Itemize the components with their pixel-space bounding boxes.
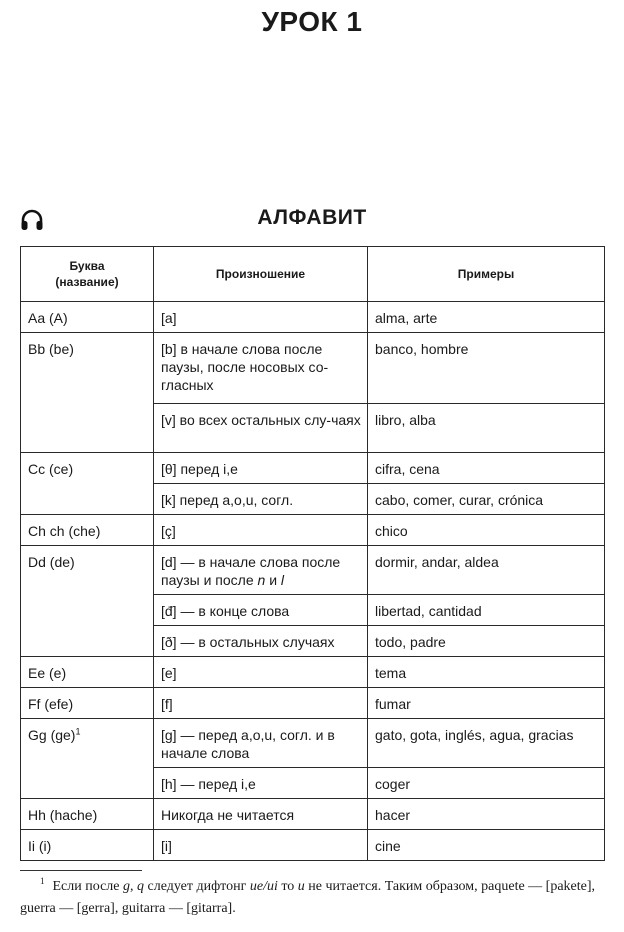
- table-header-row: [21, 247, 605, 302]
- pronunciation-cell: [ð] — в остальных случаях: [154, 626, 368, 657]
- pronunciation-cell: [e]: [154, 657, 368, 688]
- examples-cell: tema: [368, 657, 605, 688]
- examples-cell: banco, hombre: [368, 333, 605, 404]
- examples-cell: fumar: [368, 688, 605, 719]
- table-row: [21, 515, 605, 546]
- pronunciation-cell: [h] — перед i,e: [154, 768, 368, 799]
- examples-cell: libertad, cantidad: [368, 595, 605, 626]
- table-row: [21, 333, 605, 404]
- pronunciation-cell: [ç]: [154, 515, 368, 546]
- header-examples: Примеры: [368, 247, 605, 302]
- table-row: [21, 799, 605, 830]
- footnote-divider: [20, 870, 142, 871]
- table-row: [21, 657, 605, 688]
- examples-cell: libro, alba: [368, 404, 605, 453]
- letter-cell: Aa (A): [21, 302, 154, 333]
- letter-cell: Ch ch (che): [21, 515, 154, 546]
- pronunciation-cell: [v] во всех остальных слу-чаях: [154, 404, 368, 453]
- examples-cell: alma, arte: [368, 302, 605, 333]
- lesson-title: УРОК 1: [261, 6, 363, 37]
- table-row: [21, 302, 605, 333]
- pronunciation-cell: [b] в начале слова после паузы, после носовых со-гласных: [154, 333, 368, 404]
- pronunciation-cell: [a]: [154, 302, 368, 333]
- examples-cell: cine: [368, 830, 605, 861]
- examples-cell: todo, padre: [368, 626, 605, 657]
- table-row: [21, 830, 605, 861]
- letter-cell: Hh (hache): [21, 799, 154, 830]
- letter-cell: Gg (ge)$^1$: [21, 719, 154, 799]
- footnote-mark: 1: [40, 876, 45, 886]
- pronunciation-cell: [d] — в начале слова после паузы и после n и l: [154, 546, 368, 595]
- footnote: $^1$ Если после g, q следует дифтонг ue/ui то u не читается. Таким образом, paquete — [pakete], guerra — [gerra], guitarra — [gitarra].: [20, 876, 596, 916]
- pronunciation-cell: [đ] — в конце слова: [154, 595, 368, 626]
- section-title: АЛФАВИТ: [257, 206, 367, 229]
- examples-cell: cabo, comer, curar, crónica: [368, 484, 605, 515]
- examples-cell: gato, gota, inglés, agua, gracias: [368, 719, 605, 768]
- footnote-ref[interactable]: 1: [75, 726, 81, 737]
- pronunciation-cell: [θ] перед i,e: [154, 453, 368, 484]
- pronunciation-cell: [k] перед a,o,u, согл.: [154, 484, 368, 515]
- examples-cell: hacer: [368, 799, 605, 830]
- header-pronunciation: Произношение: [154, 247, 368, 302]
- table-row: [21, 453, 605, 484]
- letter-cell: Ii (i): [21, 830, 154, 861]
- letter-cell: Cc (ce): [21, 453, 154, 515]
- examples-cell: coger: [368, 768, 605, 799]
- table-row: [21, 546, 605, 595]
- alphabet-table: [20, 246, 605, 861]
- table-row: [21, 688, 605, 719]
- table-row: [21, 719, 605, 768]
- pronunciation-cell: Никогда не читается: [154, 799, 368, 830]
- letter-cell: Dd (de): [21, 546, 154, 657]
- pronunciation-cell: [g] — перед a,o,u, согл. и в начале слова: [154, 719, 368, 768]
- letter-cell: Bb (be): [21, 333, 154, 453]
- examples-cell: cifra, cena: [368, 453, 605, 484]
- examples-cell: chico: [368, 515, 605, 546]
- letter-cell: Ee (e): [21, 657, 154, 688]
- examples-cell: dormir, andar, aldea: [368, 546, 605, 595]
- pronunciation-cell: [i]: [154, 830, 368, 861]
- header-letter: Буква (название): [21, 247, 154, 302]
- pronunciation-cell: [f]: [154, 688, 368, 719]
- letter-cell: Ff (efe): [21, 688, 154, 719]
